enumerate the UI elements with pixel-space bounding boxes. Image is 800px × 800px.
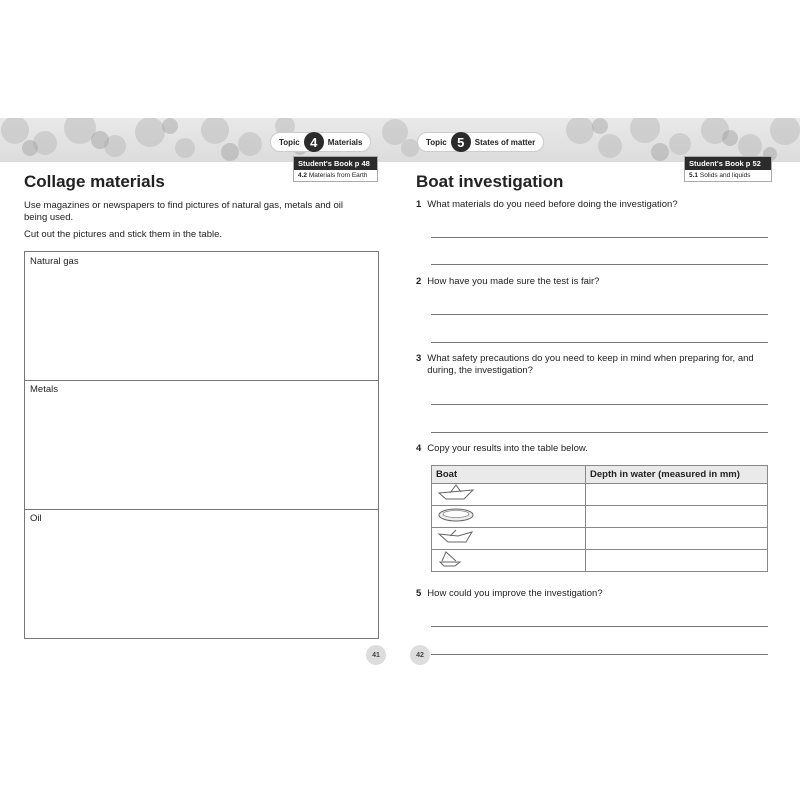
page-title-right: Boat investigation <box>416 172 564 191</box>
page-number-right: 42 <box>410 645 430 665</box>
topic-label: Topic <box>426 137 447 147</box>
boat-cell <box>432 550 586 572</box>
boat-cell <box>432 506 586 528</box>
sail-boat-icon <box>436 550 476 568</box>
topic-label: Topic <box>279 137 300 147</box>
question-text: How have you made sure the test is fair? <box>427 276 600 287</box>
answer-line[interactable] <box>431 432 768 433</box>
bubble-pattern <box>0 118 800 162</box>
question-number: 1 <box>416 199 422 210</box>
column-header-boat: Boat <box>432 466 586 484</box>
question-1 <box>416 199 766 211</box>
question-5 <box>416 588 766 600</box>
student-book-page: Student's Book p 52 <box>685 157 771 170</box>
table-row <box>432 550 768 572</box>
boat-cell <box>432 484 586 506</box>
depth-input-cell[interactable] <box>586 528 768 550</box>
question-number: 2 <box>416 276 422 287</box>
answer-line[interactable] <box>431 654 768 655</box>
question-number: 4 <box>416 443 422 454</box>
answer-line[interactable] <box>431 264 768 265</box>
page-number-left: 41 <box>366 645 386 665</box>
answer-line[interactable] <box>431 342 768 343</box>
answer-line[interactable] <box>431 404 768 405</box>
student-book-reference-left <box>293 156 378 182</box>
question-text: How could you improve the investigation? <box>427 588 603 599</box>
topic-number: 4 <box>304 132 324 152</box>
book-section <box>294 170 377 181</box>
topic-badge-right <box>417 132 544 152</box>
decorative-bubble-banner <box>0 118 800 162</box>
depth-input-cell[interactable] <box>586 506 768 528</box>
topic-title: States of matter <box>474 137 536 147</box>
answer-line[interactable] <box>431 237 768 238</box>
question-text: What safety precautions do you need to keep in mind when preparing for, and during, the investigation? <box>427 353 754 376</box>
student-book-page: Student's Book p 48 <box>294 157 377 170</box>
row-divider <box>25 509 378 510</box>
instruction-1: Use magazines or newspapers to find pictures of natural gas, metals and oil being used. <box>24 200 343 223</box>
row-label-metals: Metals <box>30 384 58 395</box>
instruction-2: Cut out the pictures and stick them in the table. <box>24 229 223 240</box>
question-4 <box>416 443 766 455</box>
answer-line[interactable] <box>431 314 768 315</box>
table-row <box>432 506 768 528</box>
question-text: Copy your results into the table below. <box>427 443 588 454</box>
book-section <box>685 170 771 181</box>
table-row <box>432 528 768 550</box>
row-label-natural-gas: Natural gas <box>30 256 79 267</box>
section-number: 4.2 <box>298 172 308 179</box>
row-divider <box>25 380 378 381</box>
folded-boat-icon <box>436 528 476 546</box>
tray-boat-icon <box>436 506 476 524</box>
section-title: Solids and liquids <box>699 172 751 179</box>
question-text: What materials do you need before doing the investigation? <box>427 199 678 210</box>
row-label-oil: Oil <box>30 513 42 524</box>
question-2 <box>416 276 766 288</box>
section-number: 5.1 <box>689 172 699 179</box>
depth-input-cell[interactable] <box>586 550 768 572</box>
column-header-depth: Depth in water (measured in mm) <box>586 466 768 484</box>
table-header-row <box>432 466 768 484</box>
depth-input-cell[interactable] <box>586 484 768 506</box>
table-row <box>432 484 768 506</box>
topic-badge-left <box>270 132 371 152</box>
question-3 <box>416 353 768 377</box>
student-book-reference-right <box>684 156 772 182</box>
page-title-left: Collage materials <box>24 172 165 191</box>
collage-table <box>24 251 379 639</box>
question-number: 3 <box>416 353 422 364</box>
answer-line[interactable] <box>431 626 768 627</box>
question-number: 5 <box>416 588 422 599</box>
topic-title: Materials <box>327 137 363 147</box>
results-table <box>431 465 768 572</box>
paper-boat-icon <box>436 484 476 502</box>
topic-number: 5 <box>451 132 471 152</box>
boat-cell <box>432 528 586 550</box>
section-title: Materials from Earth <box>308 172 368 179</box>
